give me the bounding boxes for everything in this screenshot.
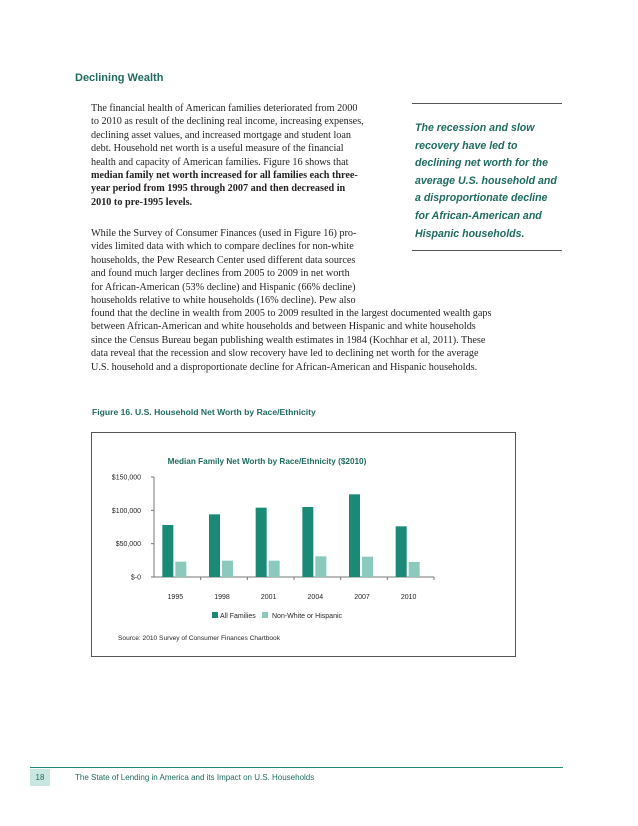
paragraph-2-line: U.S. household and a disproportionate decline for African-American and Hispanic households. (91, 361, 478, 373)
bar-non-white-or-hispanic-2007 (362, 557, 373, 577)
paragraph-1-bold-line: median family net worth increased for all families each three- (91, 170, 358, 182)
paragraph-1 (91, 102, 406, 209)
bar-all-families-1995 (162, 525, 173, 577)
y-tick-label: $-0 (130, 574, 141, 582)
bar-all-families-2001 (256, 508, 267, 577)
bar-non-white-or-hispanic-2004 (315, 556, 326, 577)
chart-title: Median Family Net Worth by Race/Ethnicity ($2010) (167, 457, 367, 466)
paragraph-2-wide (91, 307, 531, 374)
pull-quote: The recession and slow recovery have led to declining net worth for the average U.S. household and a disproportionate decline for African-American and Hispanic households. (412, 103, 562, 251)
legend-swatch-non-white-hispanic (262, 612, 268, 618)
bar-all-families-1998 (209, 514, 220, 577)
paragraph-2-narrow (91, 227, 406, 307)
x-tick-label: 1998 (214, 594, 230, 601)
section-heading: Declining Wealth (75, 72, 164, 84)
paragraph-1-bold-line: 2010 to pre-1995 levels. (91, 196, 193, 208)
bar-non-white-or-hispanic-1995 (175, 562, 186, 577)
paragraph-1-bold-line: year period from 1995 through 2007 and then decreased in (91, 183, 346, 195)
chart-frame (91, 432, 516, 657)
x-tick-label: 2001 (260, 594, 277, 601)
bar-chart (92, 433, 517, 658)
paragraph-1-line: to 2010 as result of the declining real income, increasing expenses, (91, 116, 364, 128)
bar-all-families-2007 (349, 494, 360, 577)
bar-all-families-2010 (396, 526, 407, 577)
x-tick-label: 2007 (354, 594, 370, 601)
paragraph-2-line: and found much larger declines from 2005 to 2009 in net worth (91, 268, 350, 280)
figure-caption: Figure 16. U.S. Household Net Worth by Race/Ethnicity (92, 407, 316, 417)
x-tick-label: 2004 (307, 594, 324, 601)
bar-all-families-2004 (302, 507, 313, 577)
paragraph-2-line: since the Census Bureau began publishing wealth estimates in 1984 (Kochhar et al, 2011). These (91, 334, 486, 346)
paragraph-1-line: declining asset values, and increased mortgage and student loan (91, 129, 351, 141)
chart-source: Source: 2010 Survey of Consumer Finances Chartbook (118, 635, 280, 642)
x-tick-label: 2010 (400, 594, 417, 601)
bar-non-white-or-hispanic-2010 (409, 562, 420, 577)
paragraph-1-line: health and capacity of American families. Figure 16 shows that (91, 156, 349, 168)
y-tick-label: $50,000 (115, 541, 141, 549)
footer-title: The State of Lending in America and its Impact on U.S. Households (75, 773, 315, 782)
paragraph-2-line: vides limited data with which to compare declines for non-white (91, 241, 354, 253)
paragraph-2-line: found that the decline in wealth from 2005 to 2009 resulted in the largest documented wealth gaps (91, 308, 492, 319)
paragraph-2-line: households, the Pew Research Center used different data sources (91, 254, 356, 266)
y-tick-label: $100,000 (111, 507, 141, 515)
x-tick-label: 1995 (167, 594, 184, 601)
footer-rule (30, 767, 563, 768)
page-number: 18 (30, 769, 50, 786)
y-tick-label: $150,000 (111, 474, 141, 482)
bar-non-white-or-hispanic-2001 (269, 561, 280, 577)
legend-swatch-all-families (212, 612, 218, 618)
paragraph-2-line: households relative to white households (16% decline). Pew also (91, 295, 356, 307)
paragraph-2-line: While the Survey of Consumer Finances (used in Figure 16) pro- (91, 228, 357, 239)
paragraph-2-line: for African-American (53% decline) and Hispanic (66% decline) (91, 281, 356, 293)
paragraph-2-line: between African-American and white households and between Hispanic and white households (91, 321, 476, 333)
bar-non-white-or-hispanic-1998 (222, 561, 233, 577)
paragraph-2-line: data reveal that the recession and slow recovery have led to declining net worth for the average (91, 348, 479, 360)
paragraph-1-line: debt. Household net worth is a useful measure of the financial (91, 143, 344, 155)
legend-label-non-white-hispanic: Non-White or Hispanic (272, 613, 343, 620)
paragraph-1-line: The financial health of American families deteriorated from 2000 (91, 103, 358, 114)
legend-label-all-families: All Families (220, 613, 256, 620)
